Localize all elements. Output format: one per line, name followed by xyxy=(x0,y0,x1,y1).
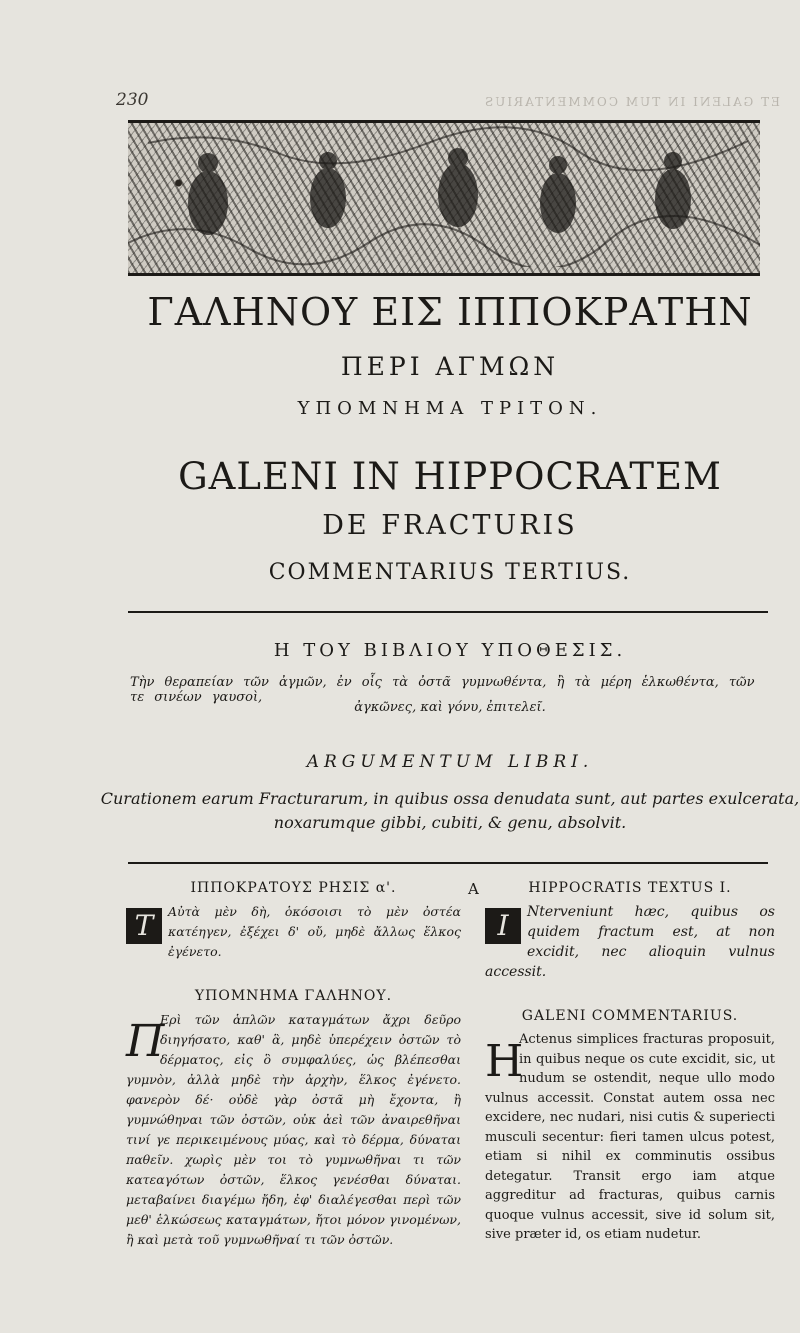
greek-subtitle-2: ΥΠΟΜΝΗΜΑ ΤΡΙΤΟΝ. xyxy=(297,398,603,419)
greek-text-heading: ΙΠΠΟΚΡΑΤΟΥΣ ΡΗΣΙΣ α'. xyxy=(190,880,397,896)
greek-hippocrates-body: Αὐτὰ μὲν δὴ, ὁκόσοισι τὸ μὲν ὀστέα κατέηγεν, ἐξέχει δ' οὔ, μηδὲ ἄλλως ἕλκος ἐγένετο. xyxy=(168,904,461,959)
argumentum-line-1: Curationem earum Fracturarum, in quibus ossa denudata sunt, aut partes exulcerata, xyxy=(100,789,800,808)
greek-subtitle: ΠΕΡΙ ΑΓΜΩΝ xyxy=(340,352,560,381)
latin-title: GALENI IN HIPPOCRATEM xyxy=(178,455,722,498)
greek-commentary-body: Ερὶ τῶν ἁπλῶν καταγμάτων ἄχρι δεῦρο διηγήσατο, καθ' ἃ, μηδὲ ὑπερέχειν ὀστῶν τὸ δέρματος, εἰς ὃ συμφαλύες, ὡς βλέπεσθαι γυμνὸν, ἀλλὰ μηδὲ τὴν ἀρχὴν, ἕλκος ἐγένετο. φανερὸν δέ· οὐδὲ γὰρ ὀστᾶ μὴ ἔχοντα, ἢ γυμνώθηναι τῶν ὀστῶν, οὐκ ἀεὶ τῶν ἀναιρεθῆναι τινί γε περικειμένους μύας, καὶ τὸ δέρμα, δύναται παθεῖν. χωρὶς μὲν τοι τὸ γυμνωθῆναι τι τῶν κατεαγότων ὀστῶν, ἕλκος γενέσθαι δύναται. μεταβαίνει διαγέμω ἤδη, ἐφ' διαλέγεσθαι περὶ τῶν μεθ' ἑλκώσεως καταγμάτων, ἤτοι μόνον γινομένων, ἢ καὶ μετὰ τοῦ γυμνωθῆναί τι τῶν ὀστῶν. xyxy=(126,1012,461,1247)
drop-cap: H xyxy=(485,1036,524,1087)
drop-cap: I xyxy=(485,908,521,944)
greek-hippocrates-text xyxy=(126,902,461,962)
latin-commentary xyxy=(485,1030,775,1245)
woodcut-ornament-icon xyxy=(128,123,760,267)
greek-column xyxy=(126,880,461,1250)
hypothesis-heading: Η ΤΟΥ ΒΙΒΛΙΟΥ ΥΠΟΘΕΣΙΣ. xyxy=(273,640,627,661)
bleed-through-text: ET GALENI IN TUM COMMENTARIUS xyxy=(483,95,780,109)
latin-hippocrates-text xyxy=(485,902,775,982)
drop-cap: Π xyxy=(126,1016,165,1067)
argumentum-text xyxy=(100,787,800,835)
divider-rule xyxy=(128,862,768,864)
latin-text-heading: HIPPOCRATIS TEXTUS I. xyxy=(528,880,732,896)
latin-subtitle: DE FRACTURIS xyxy=(322,510,578,541)
latin-subtitle-2: COMMENTARIUS TERTIUS. xyxy=(268,560,632,585)
divider-rule xyxy=(128,611,768,613)
greek-commentary-heading: ΥΠΟΜΝΗΜΑ ΓΑΛΗΝΟΥ. xyxy=(194,988,393,1004)
argumentum-heading: ARGUMENTUM LIBRI. xyxy=(306,752,594,772)
latin-commentary-heading: GALENI COMMENTARIUS. xyxy=(521,1008,739,1024)
page-number: 230 xyxy=(116,90,149,110)
greek-commentary xyxy=(126,1010,461,1250)
argumentum-line-2: noxarumque gibbi, cubiti, & genu, absolvit. xyxy=(273,813,627,832)
latin-commentary-body: Actenus simplices fracturas proposuit, in quibus neque os cute excidit, sic, ut nudum se ostendit, neque ullo modo vulnus accessit. Constat autem ossa nec excidere, nec nudari, nisi cutis & superiecti musculi secentur: fieri tamen ulcus potest, etiam si nihil ex comminutis ossibus detegatur. Transit ergo iam atque aggreditur ad fracturas, quibus carnis quoque vulnus accessit, sive id solum sit, sive præter id, os etiam nudetur. xyxy=(485,1032,775,1242)
drop-cap: Τ xyxy=(126,908,162,944)
latin-hippocrates-body: Nterveniunt hæc, quibus os quidem fractum est, at non excidit, nec alioquin vulnus accessit. xyxy=(485,904,775,980)
margin-marker: A xyxy=(468,880,479,898)
hypothesis-line-1: Τὴν θεραπείαν τῶν ἀγμῶν, ἐν οἷς τὰ ὀστᾶ γυμνωθέντα, ἢ τὰ μέρη ἑλκωθέντα, τῶν τε σινέων γαυσοὶ, xyxy=(130,675,755,705)
latin-column xyxy=(485,880,775,1245)
ornamental-headpiece xyxy=(128,120,760,276)
hypothesis-line-2: ἀγκῶνες, καὶ γόνυ, ἐπιτελεῖ. xyxy=(354,700,546,715)
greek-title: ΓΑΛΗΝΟΥ ΕΙΣ ΙΠΠΟΚΡΑΤΗΝ xyxy=(147,290,753,334)
